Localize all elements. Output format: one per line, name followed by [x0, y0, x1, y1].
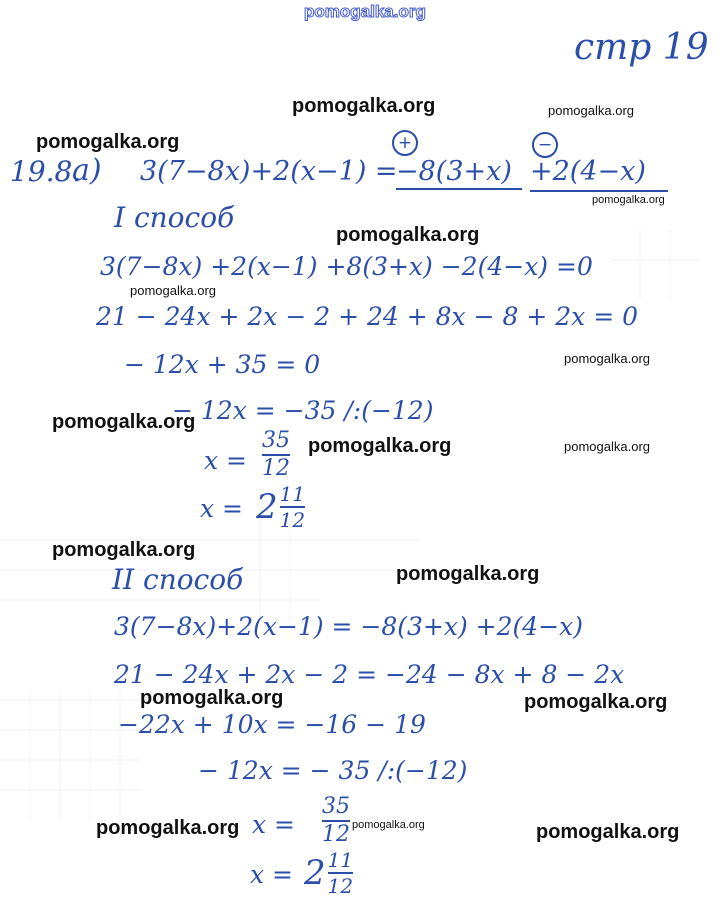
- watermark: pomogalka.org: [548, 103, 634, 118]
- watermark: pomogalka.org: [308, 435, 452, 457]
- problem-term-one: −8(3+x): [396, 156, 512, 187]
- plus-sign-circle: +: [392, 130, 418, 156]
- watermark: pomogalka.org: [524, 691, 668, 713]
- watermark: pomogalka.org: [36, 131, 180, 153]
- method-two-fraction: [322, 796, 350, 846]
- method-one-mixed-number: [256, 484, 305, 530]
- term-two-underline: [530, 190, 668, 192]
- problem-number: 19.8.: [10, 155, 82, 188]
- watermark: pomogalka.org: [536, 821, 680, 843]
- problem-equation-left: 3(7−8x)+2(x−1) =: [140, 156, 398, 187]
- problem-part: а): [72, 153, 102, 188]
- fraction-numerator: 35: [262, 428, 290, 453]
- method-one-x-equals-2: x =: [200, 494, 243, 523]
- method-one-fraction: [262, 430, 290, 480]
- watermark: pomogalka.org: [396, 563, 540, 585]
- fraction-denominator: 12: [322, 822, 350, 847]
- mixed-denominator: 12: [279, 508, 306, 532]
- watermark: pomogalka.org: [336, 224, 480, 246]
- problem-term-two: +2(4−x): [530, 156, 646, 187]
- watermark: pomogalka.org: [130, 283, 216, 298]
- mixed-fraction: [280, 484, 305, 530]
- watermark: pomogalka.org: [592, 194, 665, 206]
- mixed-fraction: [328, 850, 353, 896]
- method-two-mixed-number: [304, 850, 353, 896]
- watermark: pomogalka.org: [96, 817, 240, 839]
- method-two-line-4: − 12x = − 35 /:(−12): [198, 756, 468, 785]
- page-number-label: стр 19: [574, 27, 709, 68]
- mixed-numerator: 11: [279, 482, 306, 506]
- method-two-x-equals-2: x =: [250, 860, 293, 889]
- mixed-denominator: 12: [327, 874, 354, 898]
- fraction-denominator: 12: [262, 456, 290, 481]
- mixed-whole: 2: [304, 853, 326, 893]
- method-one-x-equals: x =: [204, 446, 247, 475]
- method-two-heading: II способ: [112, 563, 244, 596]
- method-one-line-1: 3(7−8x) +2(x−1) +8(3+x) −2(4−x) =0: [100, 252, 593, 281]
- watermark: pomogalka.org: [52, 411, 196, 433]
- method-two-line-2: 21 − 24x + 2x − 2 = −24 − 8x + 8 − 2x: [114, 660, 625, 689]
- method-one-line-4: − 12x = −35 /:(−12): [172, 396, 434, 425]
- watermark: pomogalka.org: [52, 539, 196, 561]
- fraction-numerator: 35: [322, 794, 350, 819]
- method-one-heading: I способ: [114, 201, 235, 234]
- mixed-numerator: 11: [327, 848, 354, 872]
- mixed-whole: 2: [256, 487, 278, 527]
- watermark: pomogalka.org: [352, 819, 425, 831]
- watermark: pomogalka.org: [564, 439, 650, 454]
- method-one-line-3: − 12x + 35 = 0: [124, 350, 321, 379]
- term-one-underline: [396, 188, 522, 190]
- watermark: pomogalka.org: [292, 95, 436, 117]
- watermark: pomogalka.org: [564, 351, 650, 366]
- method-two-x-equals: x =: [252, 810, 295, 839]
- watermark-top: pomogalka.org: [304, 2, 426, 21]
- minus-sign-circle: −: [532, 132, 558, 158]
- method-two-line-1: 3(7−8x)+2(x−1) = −8(3+x) +2(4−x): [114, 612, 583, 641]
- method-two-line-3: −22x + 10x = −16 − 19: [118, 710, 426, 739]
- watermark: pomogalka.org: [140, 687, 284, 709]
- method-one-line-2: 21 − 24x + 2x − 2 + 24 + 8x − 8 + 2x = 0: [96, 302, 638, 331]
